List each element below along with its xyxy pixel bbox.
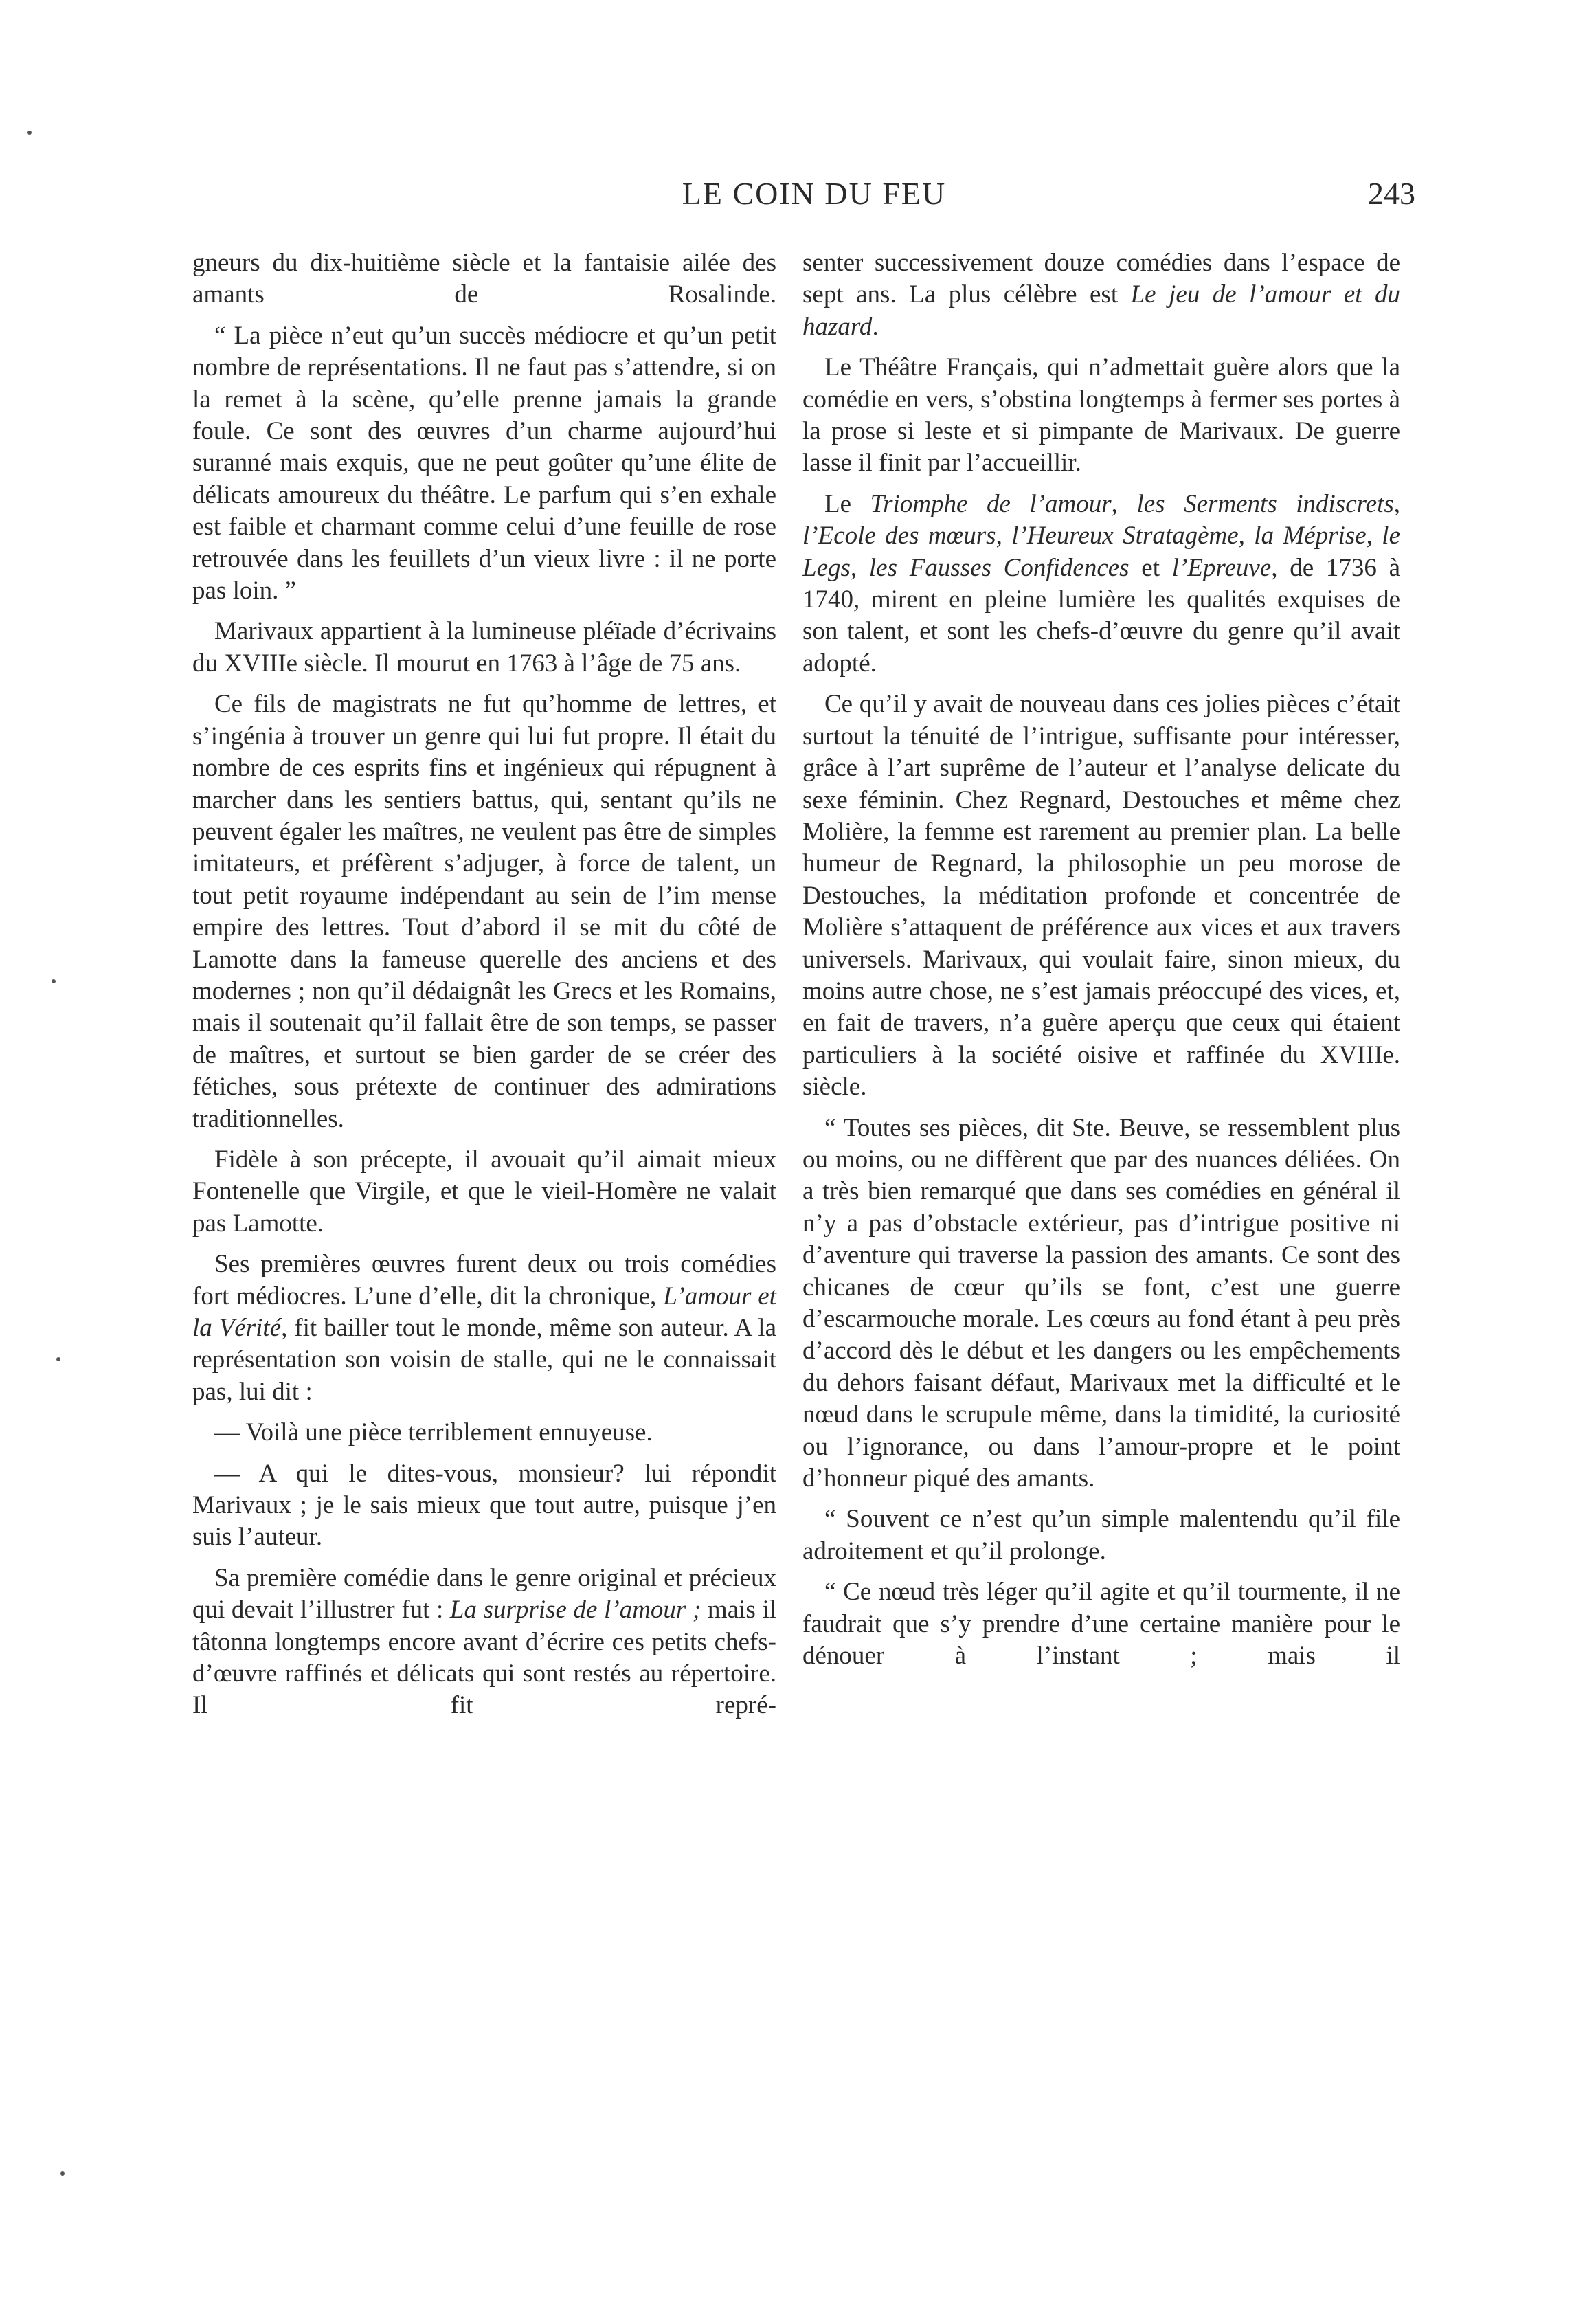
scan-speck [27, 131, 32, 135]
left-text-column [192, 247, 776, 1731]
scan-speck [60, 2171, 65, 2176]
quotation-paragraph: “ Ce nœud très léger qu’il agite et qu’il tourmente, il ne faudrait que s’y prendre d’une certaine manière pour le dénouer à l’instant ; mais il [802, 1578, 1400, 1671]
paragraph: gneurs du dix-huitième siècle et la fantaisie ailée des amants de Rosalinde. [192, 249, 776, 309]
scan-speck [56, 1357, 60, 1361]
quotation-paragraph: “ Toutes ses pièces, dit Ste. Beuve, se ressemblent plus ou moins, ou ne diffèrent que par des nuances déliées. On a très bien remarqué que dans ses comédies en général il n’y a pas d’obstacle extérieur, pas d’intrigue positive ni d’aventure qui traverse la passion des amants. Ce sont des chicanes de cœur qu’ils se font, c’est une guerre d’escarmouche morale. Les cœurs au fond étant à peu près d’accord dès le début et les dangers ou les empêchements du dehors faisant défaut, Marivaux met la difficulté et le nœud dans le scrupule même, dans la timidité, la curiosité ou l’ignorance, ou dans l’amour-propre et le point d’honneur piqué des amants. [802, 1113, 1400, 1493]
play-title: la Méprise [1254, 522, 1367, 550]
right-text-column [802, 247, 1400, 1681]
scan-speck [52, 979, 56, 983]
paragraph-text: . [872, 312, 879, 341]
play-title: La surprise de l’amour ; [449, 1596, 701, 1624]
paragraph: Ce fils de magistrats ne fut qu’homme de lettres, et s’ingénia à trouver un genre qui lui fut propre. Il était du nombre de ces esprits fins et ingénieux qui répugnent à marcher dans les sentiers battus, qui, sentant qu’ils ne peuvent égaler les maîtres, ne veulent pas être de simples imitateurs, et préfèrent s’adjuger, à force de talent, un tout petit royaume indépendant au sein de l’im mense empire des lettres. Tout d’abord il se mit du côté de Lamotte dans la fameuse querelle des anciens et des modernes ; non qu’il dédaignât les Grecs et les Romains, mais il soutenait qu’il fallait être de son temps, se passer de maîtres, et surtout se bien garder de se créer des fétiches, sous prétexte de continuer des admirations traditionnelles. [192, 690, 776, 1133]
play-title: Triomphe de l’amour [870, 489, 1112, 518]
paragraph-text: Sa première comédie dans le genre original et précieux qui devait l’illustrer fut : [192, 1563, 776, 1624]
paragraph-text: et [1129, 553, 1172, 582]
play-title: Le jeu de l’amour et du hazard [802, 280, 1400, 341]
play-title: L’amour et la Vérité [192, 1282, 776, 1342]
paragraph-text: Ses premières œuvres furent deux ou trois comédies fort médiocres. L’une d’elle, dit la chronique, [192, 1250, 776, 1310]
paragraph-text: , [996, 522, 1012, 550]
play-title: l’Heureux Stratagème [1011, 522, 1239, 550]
paragraph: Fidèle à son précepte, il avouait qu’il aimait mieux Fontenelle que Virgile, et que le vieil-Homère ne valait pas Lamotte. [192, 1145, 776, 1238]
play-title: l’Ecole des mœurs [802, 522, 996, 550]
play-title: l’Epreuve [1171, 553, 1272, 582]
paragraph: Le Théâtre Français, qui n’admettait guère alors que la comédie en vers, s’obstina longtemps à fermer ses portes à la prose si leste et si pimpante de Marivaux. De guerre lasse il finit par l’accueillir. [802, 353, 1400, 478]
play-title: le Legs [802, 522, 1400, 582]
paragraph-text: senter successivement douze comédies dans l’espace de sept ans. La plus célèbre est [802, 249, 1400, 309]
dialogue-line: — A qui le dites-vous, monsieur? lui répondit Marivaux ; je le sais mieux que tout autre, puisque j’en suis l’auteur. [192, 1459, 776, 1552]
paragraph-text: , [1393, 489, 1401, 518]
paragraph-text: , [850, 553, 869, 582]
paragraph [802, 489, 1400, 680]
paragraph: “ La pièce n’eut qu’un succès médiocre et qu’un petit nombre de représentations. Il ne faut pas s’attendre, si on la remet à la scène, qu’elle prenne jamais la grande foule. Ce sont des œuvres d’un charme aujourd’hui suranné mais exquis, que ne peut goûter qu’une élite de délicats amoureux du théâtre. Le parfum qui s’en exhale est faible et charmant comme celui d’une feuille de rose retrouvée dans les feuillets d’un vieux livre : il ne porte pas loin. ” [192, 321, 776, 605]
paragraph-text: , [1238, 522, 1255, 550]
page-number: 243 [1368, 176, 1415, 211]
dialogue-line: — Voilà une pièce terriblement ennuyeuse. [214, 1418, 653, 1447]
paragraph [192, 1563, 776, 1722]
paragraph-text: , [1111, 489, 1137, 518]
paragraph-text: mais il tâtonna longtemps encore avant d’écrire ces petits chefs-d’œuvre raffinés et délicats qui sont restés au répertoire. Il fit repré- [192, 1596, 777, 1720]
running-head [0, 175, 1596, 223]
paragraph-text: Le [824, 489, 870, 518]
paragraph-text: , [1366, 522, 1382, 550]
paragraph-text: , fit bailler tout le monde, même son auteur. A la représentation son voisin de stalle, qui ne le connaissait pas, lui dit : [192, 1314, 776, 1406]
running-title: LE COIN DU FEU [682, 176, 947, 211]
paragraph: Marivaux appartient à la lumineuse pléïade d’écrivains du XVIIIe siècle. Il mourut en 1763 à l’âge de 75 ans. [192, 617, 776, 678]
play-title: les Serments indiscrets [1136, 489, 1394, 518]
paragraph: Ce qu’il y avait de nouveau dans ces jolies pièces c’était surtout la ténuité de l’intrigue, suffisante pour intéresser, grâce à l’art suprême de l’auteur et l’analyse delicate du sexe féminin. Chez Regnard, Destouches et même chez Molière, la femme est rarement au premier plan. La belle humeur de Regnard, la philosophie un peu morose de Destouches, la méditation profonde et concentrée de Molière s’attaquent de préférence aux vices et aux travers universels. Marivaux, qui voulait faire, sinon mieux, du moins autre chose, ne s’est jamais préoccupé des vices, et, en fait de travers, n’a guère aperçu que ceux qui étaient particuliers à la société oisive et raffinée du XVIIIe. siècle. [802, 690, 1400, 1102]
paragraph-text: , de 1736 à 1740, mirent en pleine lumière les qualités exquises de son talent, et sont les chefs-d’œuvre du genre qu’il avait adopté. [802, 553, 1401, 678]
play-title: les Fausses Confidences [868, 553, 1129, 582]
paragraph [192, 1249, 776, 1408]
quotation-paragraph: “ Souvent ce n’est qu’un simple malentendu qu’il file adroitement et qu’il prolonge. [802, 1505, 1400, 1565]
paragraph [802, 247, 1400, 343]
